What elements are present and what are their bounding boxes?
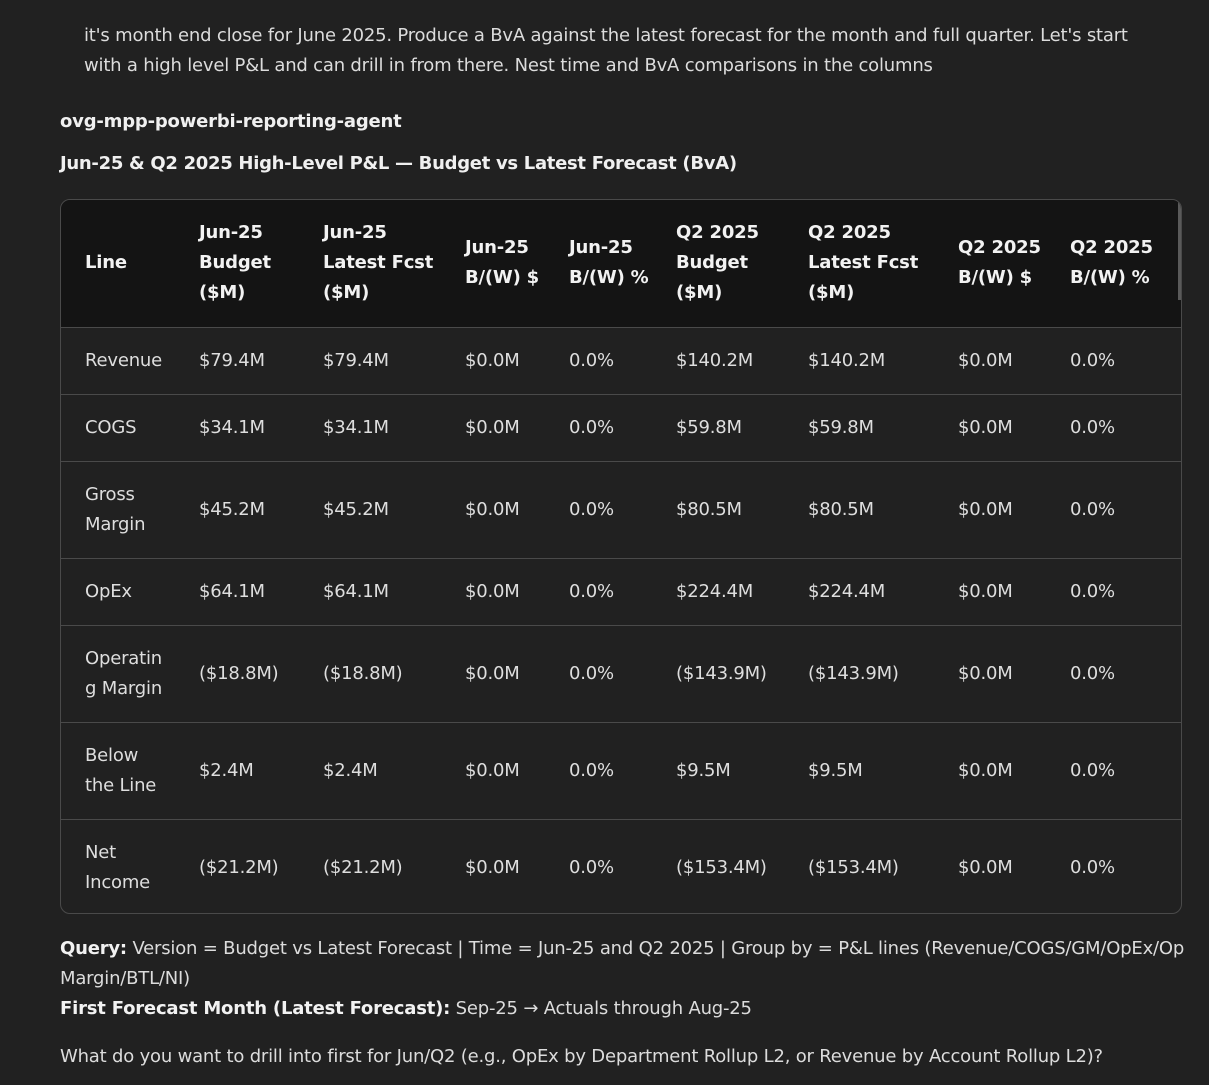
forecast-note	[60, 994, 1190, 1024]
table-cell: $9.5M	[808, 759, 863, 781]
query-label: Query:	[60, 938, 127, 959]
pl-table-container[interactable]	[60, 199, 1182, 914]
table-cell: $0.0M	[958, 856, 1013, 878]
column-header-text: Q2 2025	[808, 222, 891, 244]
column-header	[808, 200, 958, 327]
table-cell: $0.0M	[465, 416, 520, 438]
table-cell: 0.0%	[569, 662, 614, 684]
table-row	[61, 625, 1182, 722]
table-row	[61, 722, 1182, 819]
table-row	[61, 394, 1182, 461]
line-label	[61, 558, 199, 625]
table-cell: $79.4M	[199, 349, 265, 371]
table-cell: 0.0%	[569, 759, 614, 781]
table-cell: $34.1M	[323, 416, 389, 438]
line-label	[61, 327, 199, 394]
table-cell: 0.0%	[1070, 856, 1115, 878]
forecast-note-text: Sep-25 → Actuals through Aug-25	[450, 998, 752, 1019]
column-header-text: B/(W) $	[465, 267, 539, 289]
table-cell: $59.8M	[808, 416, 874, 438]
table-cell: 0.0%	[569, 856, 614, 878]
column-header-text: Jun-25	[199, 222, 263, 244]
table-cell: $224.4M	[808, 580, 886, 602]
table-cell: $0.0M	[958, 580, 1013, 602]
column-header-text: Q2 2025	[958, 237, 1041, 259]
table-cell: ($153.4M)	[676, 856, 767, 878]
table-cell: $45.2M	[323, 498, 389, 520]
line-label-text: Income	[85, 871, 151, 893]
table-cell: $0.0M	[958, 416, 1013, 438]
line-label	[61, 394, 199, 461]
table-cell: $224.4M	[676, 580, 754, 602]
line-label-text: Operatin	[85, 647, 162, 669]
column-header-text: B/(W) %	[569, 267, 649, 289]
forecast-note-label: First Forecast Month (Latest Forecast):	[60, 998, 451, 1019]
column-header-text: Budget	[676, 252, 748, 274]
table-cell: ($153.4M)	[808, 856, 899, 878]
table-cell: $0.0M	[465, 856, 520, 878]
line-label-text: Revenue	[85, 349, 162, 371]
user-message: it's month end close for June 2025. Produce a BvA against the latest forecast for the month and full quarter. Let's start with a high level P&L and can drill in from there. Nest time and BvA comparisons in the columns	[84, 25, 1128, 76]
table-cell: 0.0%	[569, 498, 614, 520]
table-row	[61, 819, 1182, 914]
table-cell: ($143.9M)	[676, 662, 767, 684]
line-label-text: OpEx	[85, 580, 132, 602]
table-cell: $64.1M	[199, 580, 265, 602]
table-row	[61, 327, 1182, 394]
column-header-text: ($M)	[199, 282, 246, 304]
column-header-text: Latest Fcst	[323, 252, 434, 274]
table-cell: $79.4M	[323, 349, 389, 371]
line-label-text: Below	[85, 744, 139, 766]
table-cell: $80.5M	[808, 498, 874, 520]
table-cell: $140.2M	[808, 349, 886, 371]
column-header-text: Jun-25	[323, 222, 387, 244]
table-cell: $64.1M	[323, 580, 389, 602]
table-cell: $0.0M	[958, 759, 1013, 781]
column-header	[676, 200, 808, 327]
table-cell: 0.0%	[1070, 580, 1115, 602]
column-header-text: ($M)	[676, 282, 723, 304]
line-label-text: the Line	[85, 774, 157, 796]
query-footer	[60, 934, 1190, 1024]
column-header-text: Q2 2025	[676, 222, 759, 244]
line-label-text: COGS	[85, 416, 137, 438]
pl-bva-table	[61, 200, 1182, 914]
column-header-text: Q2 2025	[1070, 237, 1153, 259]
line-label-text: Margin	[85, 513, 146, 535]
column-header-text: Jun-25	[569, 237, 633, 259]
report-title: Jun-25 & Q2 2025 High-Level P&L — Budget vs Latest Forecast (BvA)	[60, 153, 737, 174]
query-line	[60, 934, 1190, 994]
horizontal-scrollbar[interactable]	[1178, 200, 1181, 300]
table-cell: $0.0M	[465, 662, 520, 684]
table-cell: $0.0M	[465, 498, 520, 520]
table-cell: 0.0%	[1070, 759, 1115, 781]
table-cell: ($18.8M)	[323, 662, 403, 684]
column-header-text: Latest Fcst	[808, 252, 919, 274]
table-cell: $80.5M	[676, 498, 742, 520]
table-cell: ($143.9M)	[808, 662, 899, 684]
table-body	[61, 327, 1182, 914]
column-header-text: Line	[85, 252, 127, 274]
table-cell: 0.0%	[1070, 498, 1115, 520]
column-header	[1070, 200, 1182, 327]
column-header	[61, 200, 199, 327]
table-cell: 0.0%	[569, 580, 614, 602]
column-header-text: ($M)	[323, 282, 370, 304]
table-cell: 0.0%	[1070, 416, 1115, 438]
column-header-text: B/(W) $	[958, 267, 1032, 289]
line-label	[61, 722, 199, 819]
table-cell: ($21.2M)	[199, 856, 279, 878]
follow-up-question: What do you want to drill into first for Jun/Q2 (e.g., OpEx by Department Rollup L2, or Revenue by Account Rollup L2)?	[60, 1046, 1103, 1067]
column-header-text: Budget	[199, 252, 271, 274]
table-cell: $9.5M	[676, 759, 731, 781]
table-cell: $0.0M	[465, 759, 520, 781]
table-cell: 0.0%	[1070, 662, 1115, 684]
table-cell: 0.0%	[569, 349, 614, 371]
column-header-text: B/(W) %	[1070, 267, 1150, 289]
table-header-row	[61, 200, 1182, 327]
column-header	[323, 200, 465, 327]
line-label-text: g Margin	[85, 677, 163, 699]
table-cell: $0.0M	[958, 498, 1013, 520]
column-header-text: ($M)	[808, 282, 855, 304]
column-header	[199, 200, 323, 327]
table-cell: ($21.2M)	[323, 856, 403, 878]
table-row	[61, 558, 1182, 625]
table-cell: $59.8M	[676, 416, 742, 438]
table-cell: $0.0M	[958, 662, 1013, 684]
line-label	[61, 625, 199, 722]
column-header	[569, 200, 676, 327]
query-text: Version = Budget vs Latest Forecast | Time = Jun-25 and Q2 2025 | Group by = P&L lines (Revenue/COGS/GM/OpEx/Op Margin/BTL/NI)	[60, 938, 1185, 989]
line-label	[61, 461, 199, 558]
agent-name: ovg-mpp-powerbi-reporting-agent	[60, 111, 402, 132]
line-label-text: Net	[85, 841, 116, 863]
table-cell: $34.1M	[199, 416, 265, 438]
line-label	[61, 819, 199, 914]
table-cell: 0.0%	[569, 416, 614, 438]
table-cell: $2.4M	[199, 759, 254, 781]
table-cell: ($18.8M)	[199, 662, 279, 684]
table-cell: $140.2M	[676, 349, 754, 371]
column-header-text: Jun-25	[465, 237, 529, 259]
line-label-text: Gross	[85, 483, 135, 505]
table-cell: $0.0M	[958, 349, 1013, 371]
table-cell: $0.0M	[465, 349, 520, 371]
table-cell: $2.4M	[323, 759, 378, 781]
column-header	[465, 200, 569, 327]
table-cell: $0.0M	[465, 580, 520, 602]
table-cell: $45.2M	[199, 498, 265, 520]
column-header	[958, 200, 1070, 327]
table-cell: 0.0%	[1070, 349, 1115, 371]
table-row	[61, 461, 1182, 558]
